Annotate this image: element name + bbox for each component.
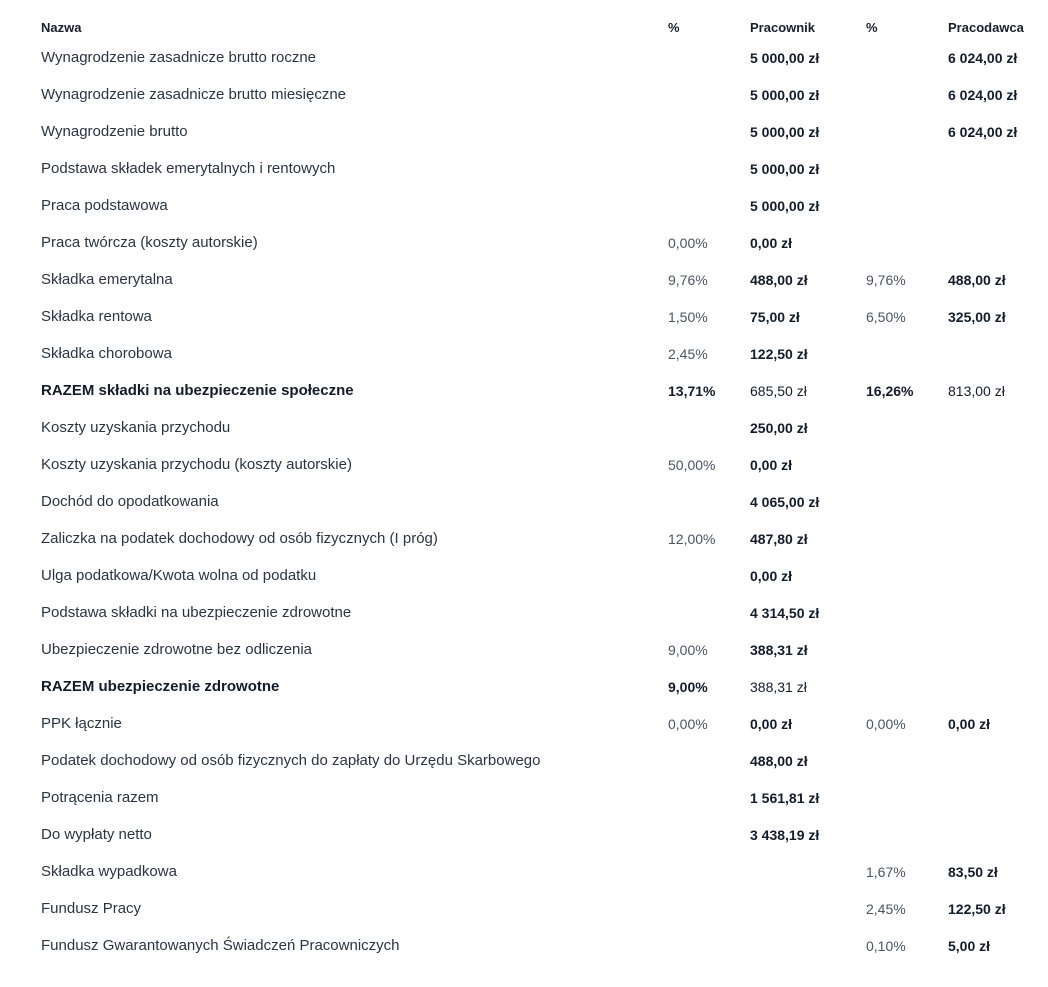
cell-employee: 5 000,00 zł [750,50,820,66]
table-body [0,42,1048,967]
cell-name: Koszty uzyskania przychodu [41,419,231,436]
table-row [0,338,1048,375]
cell-pct-employee: 50,00% [668,457,716,473]
cell-employee: 1 561,81 zł [750,790,820,806]
cell-name: Zaliczka na podatek dochodowy od osób fizycznych (I próg) [41,530,438,547]
cell-name: RAZEM składki na ubezpieczenie społeczne [41,382,354,399]
table-row [0,930,1048,967]
cell-pct-employer: 0,10% [866,938,906,954]
cell-employee: 487,80 zł [750,531,808,547]
cell-name: Składka wypadkowa [41,863,177,880]
cell-employee: 250,00 zł [750,420,808,436]
cell-pct-employee: 13,71% [668,383,716,399]
cell-employer: 6 024,00 zł [948,87,1018,103]
table-row [0,375,1048,412]
table-row [0,708,1048,745]
table-header-row [0,14,1048,42]
cell-employer: 6 024,00 zł [948,50,1018,66]
cell-name: Do wypłaty netto [41,826,152,843]
cell-employee: 488,00 zł [750,753,808,769]
cell-name: Koszty uzyskania przychodu (koszty autorskie) [41,456,352,473]
cell-employee: 5 000,00 zł [750,124,820,140]
cell-name: Fundusz Gwarantowanych Świadczeń Pracowniczych [41,937,400,954]
cell-pct-employee: 9,76% [668,272,708,288]
table-row [0,190,1048,227]
cell-name: Praca podstawowa [41,197,168,214]
cell-name: Praca twórcza (koszty autorskie) [41,234,258,251]
table-row [0,79,1048,116]
cell-pct-employer: 1,67% [866,864,906,880]
cell-pct-employer: 0,00% [866,716,906,732]
cell-employee: 488,00 zł [750,272,808,288]
table-row [0,301,1048,338]
cell-employee: 75,00 zł [750,309,800,325]
cell-name: Podstawa składki na ubezpieczenie zdrowotne [41,604,352,621]
cell-employer: 122,50 zł [948,901,1006,917]
table-row [0,116,1048,153]
cell-employee: 4 314,50 zł [750,605,820,621]
cell-name: Składka emerytalna [41,271,173,288]
cell-name: Składka chorobowa [41,345,172,362]
table-row [0,560,1048,597]
cell-pct-employee: 9,00% [668,679,708,695]
cell-employee: 122,50 zł [750,346,808,362]
table-row [0,523,1048,560]
table-row [0,42,1048,79]
cell-pct-employer: 2,45% [866,901,906,917]
salary-breakdown-table [0,14,1048,987]
cell-employee: 3 438,19 zł [750,827,820,843]
cell-employee: 5 000,00 zł [750,198,820,214]
cell-pct-employee: 1,50% [668,309,708,325]
cell-name: Składka rentowa [41,308,152,325]
cell-name: Podstawa składek emerytalnych i rentowych [41,160,336,177]
cell-employer: 488,00 zł [948,272,1006,288]
table-row [0,264,1048,301]
cell-name: Ulga podatkowa/Kwota wolna od podatku [41,567,317,584]
cell-pct-employer: 9,76% [866,272,906,288]
table-row [0,153,1048,190]
cell-employer: 5,00 zł [948,938,991,954]
cell-employee: 388,31 zł [750,679,807,695]
cell-pct-employee: 0,00% [668,235,708,251]
cell-name: Podatek dochodowy od osób fizycznych do zapłaty do Urzędu Skarbowego [41,752,541,769]
cell-employer: 813,00 zł [948,383,1005,399]
cell-name: Wynagrodzenie brutto [41,123,188,140]
cell-employer: 83,50 zł [948,864,998,880]
cell-employee: 0,00 zł [750,716,793,732]
cell-employee: 388,31 zł [750,642,808,658]
cell-employee: 685,50 zł [750,383,807,399]
table-row [0,486,1048,523]
header-employer: Pracodawca [948,20,1024,35]
cell-name: Wynagrodzenie zasadnicze brutto roczne [41,49,317,66]
cell-pct-employee: 2,45% [668,346,708,362]
table-row [0,449,1048,486]
cell-employer: 6 024,00 zł [948,124,1018,140]
table-row [0,634,1048,671]
cell-pct-employee: 0,00% [668,716,708,732]
table-row [0,597,1048,634]
cell-pct-employer: 6,50% [866,309,906,325]
table-row [0,671,1048,708]
cell-pct-employee: 9,00% [668,642,708,658]
cell-pct-employer: 16,26% [866,383,914,399]
table-row [0,893,1048,930]
cell-name: PPK łącznie [41,715,122,732]
cell-employer: 325,00 zł [948,309,1006,325]
table-row [0,745,1048,782]
cell-name: Fundusz Pracy [41,900,142,917]
cell-employee: 5 000,00 zł [750,87,820,103]
cell-name: Dochód do opodatkowania [41,493,219,510]
header-pct-employer: % [866,20,878,35]
cell-name: Wynagrodzenie zasadnicze brutto miesięczne [41,86,347,103]
cell-employee: 0,00 zł [750,568,793,584]
cell-employee: 0,00 zł [750,235,793,251]
table-row [0,412,1048,449]
cell-employee: 5 000,00 zł [750,161,820,177]
table-row [0,819,1048,856]
table-row [0,227,1048,264]
cell-employer: 0,00 zł [948,716,991,732]
table-row [0,782,1048,819]
cell-employee: 0,00 zł [750,457,793,473]
cell-pct-employee: 12,00% [668,531,716,547]
cell-name: Potrącenia razem [41,789,159,806]
cell-employee: 4 065,00 zł [750,494,820,510]
header-pct-employee: % [668,20,680,35]
cell-name: RAZEM ubezpieczenie zdrowotne [41,678,280,695]
cell-name: Ubezpieczenie zdrowotne bez odliczenia [41,641,312,658]
header-name: Nazwa [41,20,82,35]
header-employee: Pracownik [750,20,816,35]
table-row [0,856,1048,893]
